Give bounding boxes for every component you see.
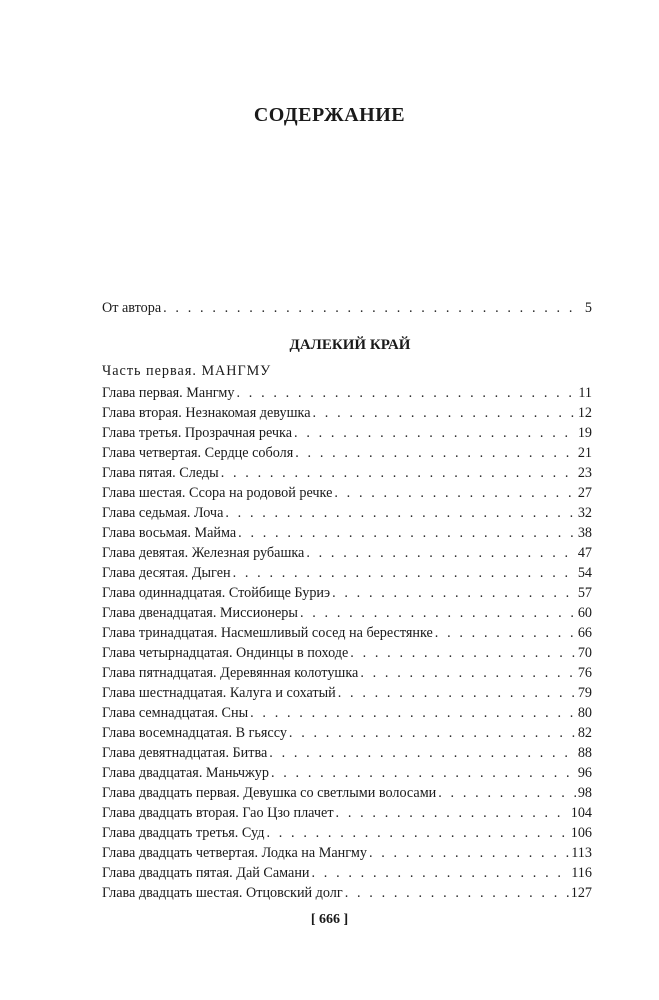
toc-entry-page: 27 — [577, 485, 592, 501]
toc-entry-page: 23 — [577, 465, 592, 481]
toc-entry-title: Глава четвертая. Сердце соболя — [102, 445, 294, 461]
toc-entry — [102, 723, 592, 743]
dot-leader — [221, 463, 576, 483]
toc-entry-page: 5 — [584, 300, 592, 316]
toc-entry-title: Глава четырнадцатая. Ондинцы в походе — [102, 645, 349, 661]
dot-leader — [295, 443, 576, 463]
toc-entry-page: 80 — [577, 705, 592, 721]
toc-entry-title: Глава одиннадцатая. Стойбище Буриэ — [102, 585, 331, 601]
toc-entry-title: Глава пятая. Следы — [102, 465, 219, 481]
toc-entry-title: Глава двадцать шестая. Отцовский долг — [102, 885, 343, 901]
toc-entry-page: 47 — [577, 545, 592, 561]
toc-entry-page: 70 — [577, 645, 592, 661]
toc-entry-page: 88 — [577, 745, 592, 761]
toc-entry — [102, 443, 592, 463]
toc-entry — [102, 803, 592, 823]
toc-entry — [102, 483, 592, 503]
toc-entry-title: Глава вторая. Незнакомая девушка — [102, 405, 311, 421]
toc-entry-page: 57 — [577, 585, 592, 601]
toc-entry — [102, 783, 592, 803]
toc-entry-title: Глава шестнадцатая. Калуга и сохатый — [102, 685, 336, 701]
dot-leader — [345, 883, 569, 903]
toc-entry — [102, 603, 592, 623]
dot-leader — [313, 403, 576, 423]
toc-entry — [102, 883, 592, 903]
toc-entry-page: 96 — [577, 765, 592, 781]
toc-entry-title: Глава двадцать четвертая. Лодка на Мангму — [102, 845, 367, 861]
toc-entry-page: 98 — [577, 785, 592, 801]
toc-entry-page: 116 — [571, 865, 592, 881]
table-of-contents — [102, 298, 592, 903]
toc-entry-title: Глава девятая. Железная рубашка — [102, 545, 305, 561]
toc-entry-title: Глава двадцатая. Маньчжур — [102, 765, 269, 781]
toc-entry — [102, 563, 592, 583]
toc-entry-title: Глава девятнадцатая. Битва — [102, 745, 268, 761]
dot-leader — [271, 763, 576, 783]
dot-leader — [438, 783, 576, 803]
dot-leader — [338, 683, 576, 703]
toc-entry-page: 82 — [577, 725, 592, 741]
toc-entry — [102, 583, 592, 603]
toc-entry-title: От автора — [102, 300, 162, 316]
dot-leader — [350, 643, 576, 663]
toc-entry-page: 12 — [577, 405, 592, 421]
chapter-list — [102, 383, 592, 903]
toc-entry — [102, 843, 592, 863]
toc-entry — [102, 863, 592, 883]
toc-entry-title: Глава десятая. Дыген — [102, 565, 231, 581]
toc-entry-page: 32 — [577, 505, 592, 521]
toc-entry-title: Глава первая. Мангму — [102, 385, 235, 401]
dot-leader — [266, 823, 568, 843]
toc-entry — [102, 663, 592, 683]
toc-entry — [102, 423, 592, 443]
toc-entry-title: Глава двадцать третья. Суд — [102, 825, 265, 841]
toc-entry — [102, 823, 592, 843]
toc-entry — [102, 543, 592, 563]
dot-leader — [300, 603, 576, 623]
toc-entry-title: Глава шестая. Ссора на родовой речке — [102, 485, 333, 501]
toc-entry-page: 79 — [577, 685, 592, 701]
toc-entry-title: Глава седьмая. Лоча — [102, 505, 224, 521]
dot-leader — [306, 543, 575, 563]
toc-entry — [102, 683, 592, 703]
dot-leader — [289, 723, 576, 743]
toc-entry-title: Глава двадцать пятая. Дай Самани — [102, 865, 310, 881]
toc-entry-page: 38 — [577, 525, 592, 541]
toc-entry-title: Глава пятнадцатая. Деревянная колотушка — [102, 665, 359, 681]
toc-entry-title: Глава восемнадцатая. В гьяссу — [102, 725, 287, 741]
toc-entry-page: 54 — [577, 565, 592, 581]
dot-leader — [250, 703, 576, 723]
toc-entry-page: 60 — [577, 605, 592, 621]
toc-entry — [102, 643, 592, 663]
toc-entry — [102, 463, 592, 483]
toc-entry-title: Глава третья. Прозрачная речка — [102, 425, 293, 441]
toc-entry — [102, 503, 592, 523]
toc-entry-page: 104 — [570, 805, 592, 821]
toc-entry-title: Глава тринадцатая. Насмешливый сосед на берестянке — [102, 625, 433, 641]
page-title: СОДЕРЖАНИЕ — [253, 104, 406, 126]
toc-entry-page: 127 — [570, 885, 592, 901]
toc-entry — [102, 743, 592, 763]
toc-entry — [102, 523, 592, 543]
dot-leader — [435, 623, 576, 643]
toc-entry — [102, 403, 592, 423]
toc-entry-author-foreword — [102, 298, 592, 318]
toc-entry-title: Глава двадцать первая. Девушка со светлыми волосами — [102, 785, 437, 801]
dot-leader — [369, 843, 569, 863]
toc-entry-page: 113 — [571, 845, 592, 861]
toc-entry-title: Глава двенадцатая. Миссионеры — [102, 605, 298, 621]
toc-entry-title: Глава семнадцатая. Сны — [102, 705, 249, 721]
toc-entry — [102, 703, 592, 723]
toc-entry-title: Глава двадцать вторая. Гао Цзо плачет — [102, 805, 334, 821]
toc-entry — [102, 763, 592, 783]
dot-leader — [332, 583, 576, 603]
dot-leader — [312, 863, 570, 883]
dot-leader — [233, 563, 576, 583]
dot-leader — [163, 298, 576, 318]
toc-entry-page: 11 — [578, 385, 592, 401]
toc-entry — [102, 383, 592, 403]
dot-leader — [294, 423, 576, 443]
toc-entry-page: 19 — [577, 425, 592, 441]
dot-leader — [334, 483, 575, 503]
dot-leader — [225, 503, 575, 523]
dot-leader — [360, 663, 576, 683]
toc-entry-page: 76 — [577, 665, 592, 681]
dot-leader — [269, 743, 576, 763]
toc-entry-page: 21 — [577, 445, 592, 461]
toc-entry-page: 66 — [577, 625, 592, 641]
toc-entry-page: 106 — [570, 825, 592, 841]
toc-entry-title: Глава восьмая. Майма — [102, 525, 237, 541]
section-heading: ДАЛЕКИЙ КРАЙ — [289, 337, 411, 353]
page-number: [ 666 ] — [310, 912, 349, 927]
dot-leader — [238, 523, 576, 543]
dot-leader — [336, 803, 569, 823]
toc-entry — [102, 623, 592, 643]
dot-leader — [237, 383, 577, 403]
part-heading: Часть первая. МАНГМУ — [102, 363, 272, 379]
